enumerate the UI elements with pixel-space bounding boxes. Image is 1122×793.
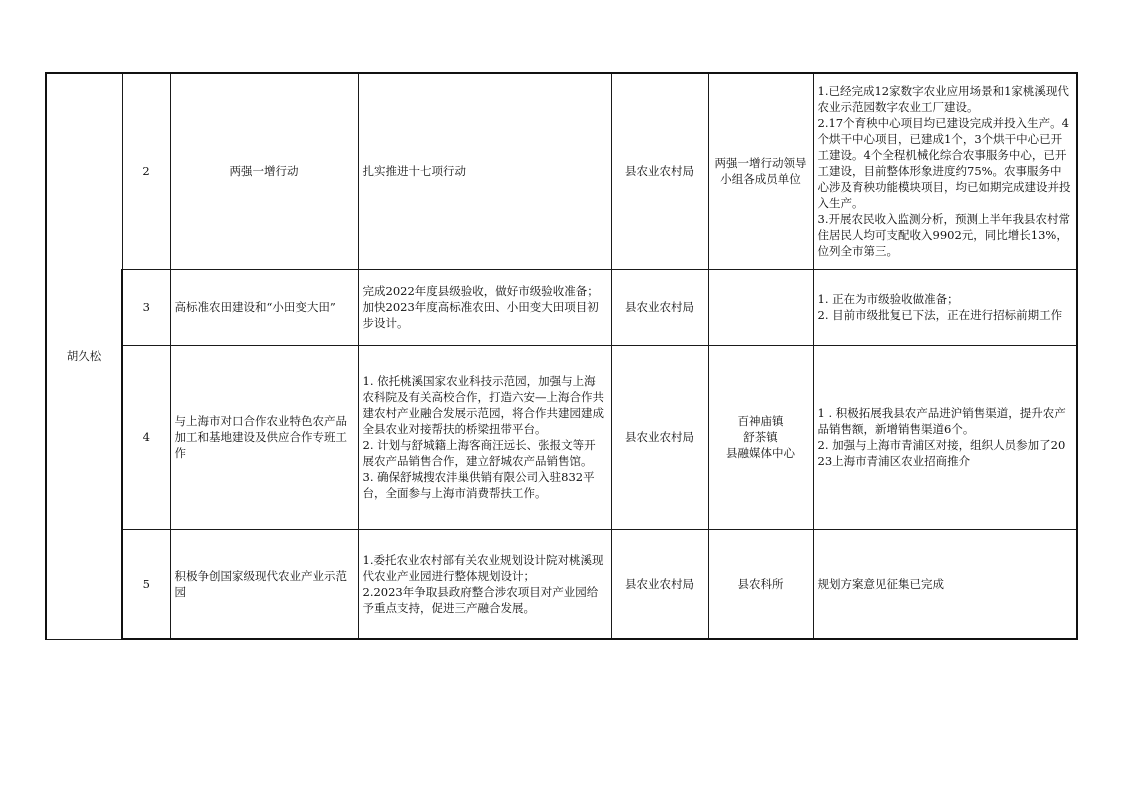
row-number: 3 — [122, 269, 170, 345]
lead-unit: 县农业农村局 — [611, 73, 708, 269]
lead-unit: 县农业农村局 — [611, 345, 708, 529]
task-measure: 完成2022年度县级验收，做好市级验收准备；加快2023年度高标准农田、小田变大田项目初步设计。 — [358, 269, 611, 345]
task-name: 高标准农田建设和“小田变大田” — [170, 269, 358, 345]
progress-text: 1 . 积极拓展我县农产品进沪销售渠道，提升农产品销售额，新增销售渠道6个。 2. 加强与上海市青浦区对接，组织人员参加了2023上海市青浦区农业招商推介 — [813, 345, 1077, 529]
task-name: 与上海市对口合作农业特色农产品加工和基地建设及供应合作专班工作 — [170, 345, 358, 529]
lead-unit: 县农业农村局 — [611, 529, 708, 639]
task-measure: 1. 依托桃溪国家农业科技示范园，加强与上海农科院及有关高校合作，打造六安—上海合作共建农村产业融合发展示范园，将合作共建园建成全县农业对接帮扶的桥梁扭带平台。 2. 计划与舒城籍上海客商汪远长、张报文等开展农产品销售合作，建立舒城农产品销售馆。 3. 确保舒城搜农沣巢供销有限公司入驻832平台，全面参与上海市消费帮扶工作。 — [358, 345, 611, 529]
progress-text: 1. 正在为市级验收做准备； 2. 目前市级批复已下法，正在进行招标前期工作 — [813, 269, 1077, 345]
task-measure: 1.委托农业农村部有关农业规划设计院对桃溪现代农业产业园进行整体规划设计； 2.2023年争取县政府整合涉农项目对产业园给予重点支持，促进三产融合发展。 — [358, 529, 611, 639]
row-number: 2 — [122, 73, 170, 269]
row-number: 4 — [122, 345, 170, 529]
table-row — [46, 529, 1077, 639]
progress-text: 规划方案意见征集已完成 — [813, 529, 1077, 639]
cooperating-unit: 县农科所 — [708, 529, 813, 639]
table-row — [46, 73, 1077, 269]
table-row — [46, 269, 1077, 345]
row-number: 5 — [122, 529, 170, 639]
task-measure: 扎实推进十七项行动 — [358, 73, 611, 269]
table-row — [46, 345, 1077, 529]
cooperating-unit — [708, 269, 813, 345]
cooperating-unit: 两强一增行动领导小组各成员单位 — [708, 73, 813, 269]
cooperating-unit: 百神庙镇 舒茶镇 县融媒体中心 — [708, 345, 813, 529]
task-name: 两强一增行动 — [170, 73, 358, 269]
progress-text: 1.已经完成12家数字农业应用场景和1家桃溪现代农业示范园数字农业工厂建设。 2.17个育秧中心项目均已建设完成并投入生产。4个烘干中心项目，已建成1个，3个烘干中心已开工建设。4个全程机械化综合农事服务中心，已开工建设，目前整体形象进度约75%。农事服务中心涉及育秧功能模块项目，均已如期完成建设并投入生产。 3.开展农民收入监测分析，预测上半年我县农村常住居民人均可支配收入9902元，同比增长13%，位列全市第三。 — [813, 73, 1077, 269]
task-name: 积极争创国家级现代农业产业示范园 — [170, 529, 358, 639]
task-progress-table — [45, 72, 1078, 640]
lead-unit: 县农业农村局 — [611, 269, 708, 345]
leader-cell: 胡久松 — [46, 73, 122, 639]
